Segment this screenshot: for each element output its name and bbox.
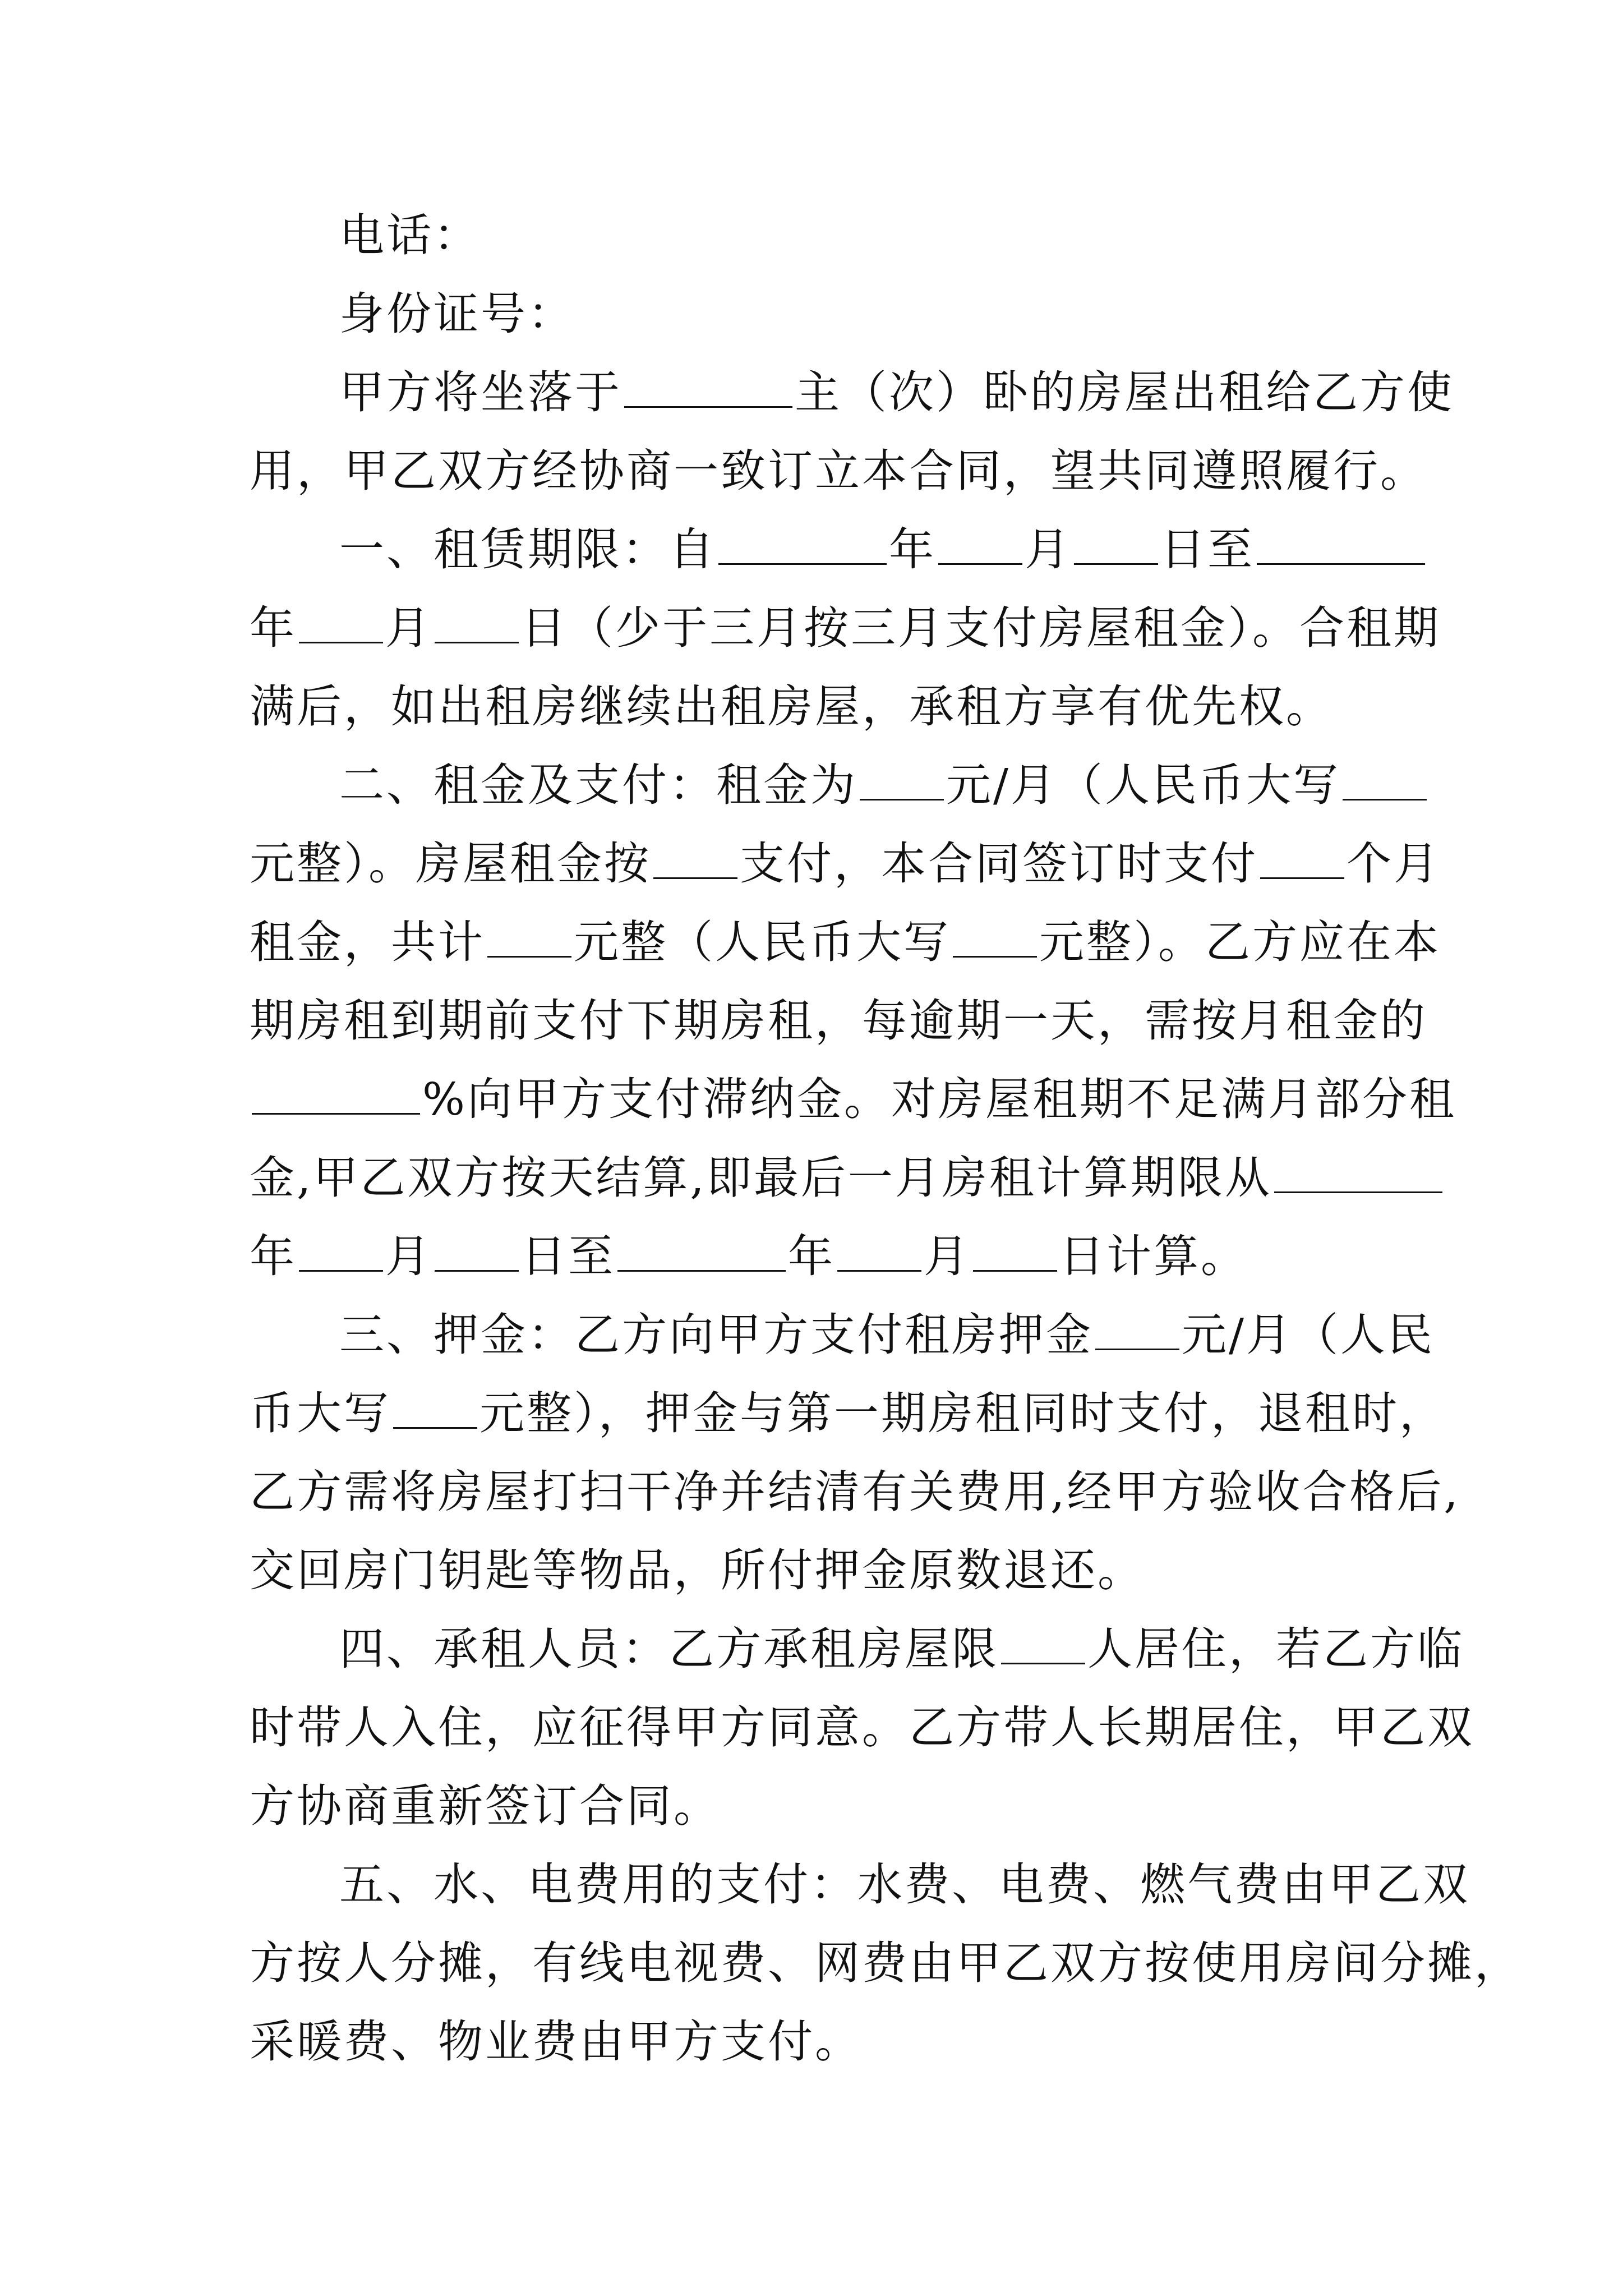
text-line-id-number — [250, 275, 1388, 353]
text-segment: 日计算。 — [1059, 1230, 1248, 1282]
text-line-rent-6 — [250, 1139, 1388, 1217]
text-line-utilities-2 — [250, 1924, 1521, 2003]
fill-in-blank[interactable] — [299, 1231, 383, 1272]
text-segment: 交回房门钥匙等物品，所付押金原数退还。 — [250, 1544, 1145, 1596]
fill-in-blank[interactable] — [938, 524, 1022, 565]
text-segment: 支付，本合同签订时支付 — [740, 838, 1258, 890]
text-segment: 月 — [385, 1230, 432, 1282]
text-segment: 期房租到期前支付下期房租，每逾期一天，需按月租金的 — [250, 995, 1427, 1047]
text-segment: 元整），押金与第一期房租同时支付，退租时， — [479, 1387, 1446, 1439]
fill-in-blank[interactable] — [435, 1231, 519, 1272]
text-segment: 电话： — [339, 209, 481, 261]
text-line-utilities-3 — [250, 2003, 1388, 2081]
text-line-rent-5 — [250, 1060, 1457, 1139]
text-line-rent-1 — [250, 746, 1388, 825]
text-segment: 币大写 — [250, 1387, 391, 1439]
fill-in-blank[interactable] — [487, 917, 571, 958]
text-line-deposit-4 — [250, 1531, 1388, 1610]
fill-in-blank[interactable] — [435, 602, 519, 643]
text-segment: 日（少于三月按三月支付房屋租金）。合租期 — [521, 602, 1441, 654]
fill-in-blank[interactable] — [393, 1388, 477, 1429]
text-line-occupants-2 — [250, 1688, 1474, 1767]
text-line-term-3 — [250, 668, 1388, 746]
fill-in-blank[interactable] — [624, 367, 792, 408]
text-line-term-1 — [250, 510, 1388, 589]
text-segment: 月 — [1025, 523, 1072, 576]
text-segment: 乙方需将房屋打扫干净并结清有关费用,经甲方验收合格后, — [250, 1466, 1460, 1518]
text-segment: 日至 — [521, 1230, 615, 1282]
fill-in-blank[interactable] — [299, 602, 383, 643]
text-segment: 一、租赁期限：自 — [339, 523, 716, 576]
fill-in-blank[interactable] — [1001, 1623, 1085, 1664]
fill-in-blank[interactable] — [953, 917, 1037, 958]
text-segment: 人居住，若乙方临 — [1087, 1623, 1464, 1675]
text-line-phone — [250, 196, 1388, 275]
text-segment: 元整）。乙方应在本 — [1039, 916, 1441, 968]
text-segment: 五、水、电费用的支付：水费、电费、燃气费由甲乙双 — [339, 1858, 1470, 1911]
text-segment: 甲方将坐落于 — [339, 366, 622, 418]
text-segment: 金,甲乙双方按天结算,即最后一月房租计算期限从 — [250, 1152, 1272, 1204]
text-line-intro-1 — [250, 353, 1454, 432]
fill-in-blank[interactable] — [252, 1074, 420, 1115]
fill-in-blank[interactable] — [653, 838, 737, 879]
text-segment: 年 — [250, 602, 297, 654]
text-segment: 用，甲乙双方经协商一致订立本合同，望共同遵照履行。 — [250, 445, 1427, 497]
text-segment: 时带人入住，应征得甲方同意。乙方带人长期居住，甲乙双 — [250, 1701, 1474, 1754]
text-segment: 满后，如出租房继续出租房屋，承租方享有优先权。 — [250, 680, 1333, 733]
text-segment: 元整（人民币大写 — [574, 916, 951, 968]
text-line-rent-3 — [250, 903, 1441, 982]
fill-in-blank[interactable] — [1257, 524, 1425, 565]
fill-in-blank[interactable] — [617, 1231, 786, 1272]
fill-in-blank[interactable] — [860, 760, 944, 800]
text-line-rent-4 — [250, 982, 1427, 1060]
text-segment: 元/月（人民币大写 — [946, 759, 1340, 811]
fill-in-blank[interactable] — [1095, 1309, 1179, 1350]
text-line-utilities-1 — [250, 1846, 1470, 1924]
fill-in-blank[interactable] — [1274, 1152, 1442, 1193]
text-segment: 日至 — [1160, 523, 1255, 576]
fill-in-blank[interactable] — [973, 1231, 1057, 1272]
text-line-occupants-3 — [250, 1767, 1388, 1846]
text-segment: 采暖费、物业费由甲方支付。 — [250, 2016, 862, 2068]
fill-in-blank[interactable] — [1260, 838, 1344, 879]
text-segment: 租金，共计 — [250, 916, 485, 968]
text-segment: 二、租金及支付：租金为 — [339, 759, 857, 811]
text-segment: 元/月（人民 — [1182, 1309, 1435, 1361]
text-segment: 月 — [385, 602, 432, 654]
text-segment: 年 — [889, 523, 936, 576]
text-segment: 个月 — [1347, 838, 1441, 890]
text-line-rent-7 — [250, 1217, 1388, 1296]
text-segment: 主（次）卧的房屋出租给乙方使 — [795, 366, 1454, 418]
text-segment: 月 — [924, 1230, 971, 1282]
fill-in-blank[interactable] — [1343, 760, 1427, 800]
text-line-rent-2 — [250, 825, 1441, 903]
text-line-deposit-3 — [250, 1453, 1460, 1531]
text-line-deposit-1 — [250, 1296, 1435, 1374]
text-segment: 年 — [250, 1230, 297, 1282]
text-segment: 方协商重新签订合同。 — [250, 1780, 721, 1832]
text-line-term-2 — [250, 589, 1441, 668]
fill-in-blank[interactable] — [1074, 524, 1158, 565]
text-segment: 三、押金：乙方向甲方支付租房押金 — [339, 1309, 1093, 1361]
text-segment: 四、承租人员：乙方承租房屋限 — [339, 1623, 999, 1675]
text-line-intro-2 — [250, 432, 1427, 510]
contract-body — [250, 196, 1521, 2081]
text-segment: 年 — [788, 1230, 835, 1282]
text-segment: %向甲方支付滞纳金。对房屋租期不足满月部分租 — [422, 1073, 1457, 1125]
fill-in-blank[interactable] — [837, 1231, 921, 1272]
text-segment: 元整）。房屋租金按 — [250, 838, 651, 890]
fill-in-blank[interactable] — [718, 524, 887, 565]
text-line-deposit-2 — [250, 1374, 1446, 1453]
text-segment: 身份证号： — [339, 288, 575, 340]
text-segment: 方按人分摊，有线电视费、网费由甲乙双方按使用房间分摊， — [250, 1937, 1521, 1989]
text-line-occupants-1 — [250, 1610, 1464, 1688]
